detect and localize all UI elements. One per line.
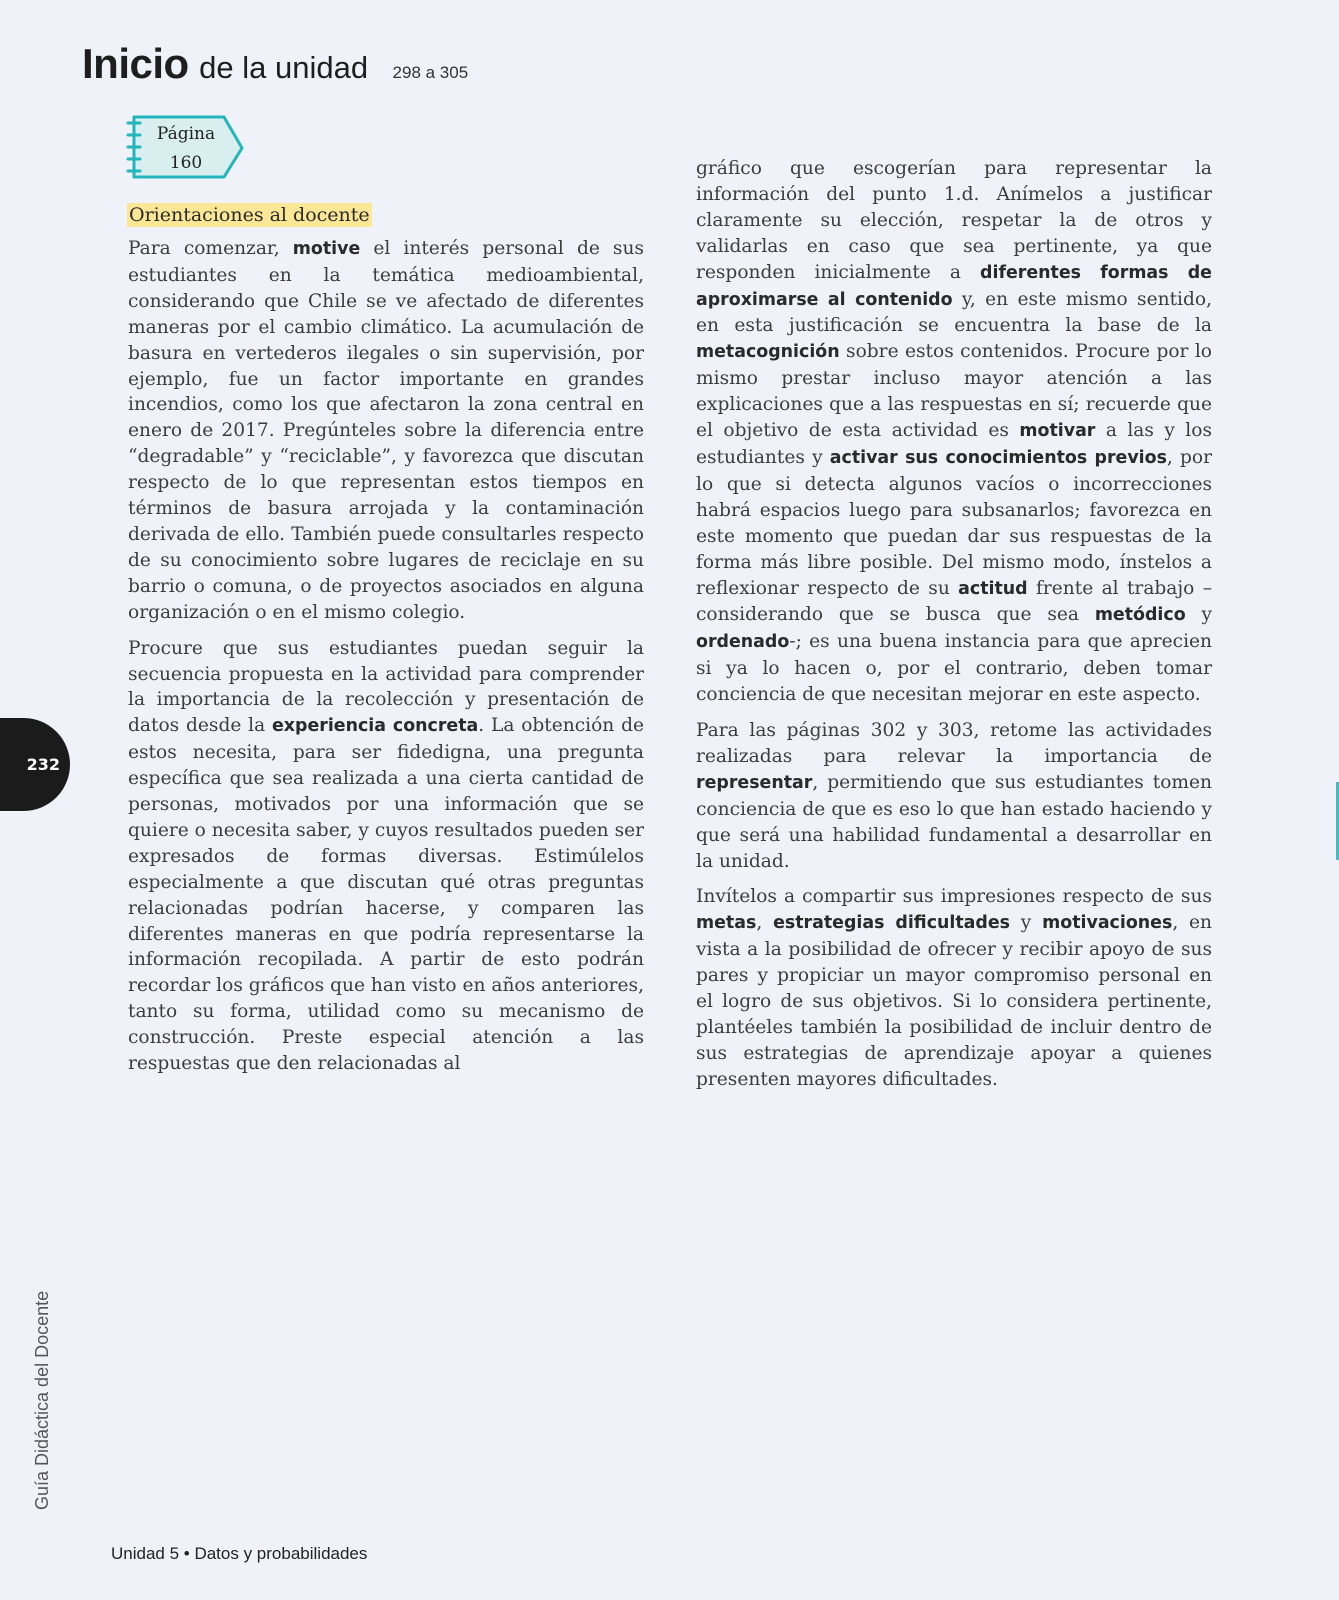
emphasis-term: ordenado (696, 632, 790, 653)
paragraph: gráfico que escogerían para representar la información del punto 1.d. Anímelos a justificar claramente su elección, respetar la de otros y validarlas en caso que sea pertinente, ya que responden inicialmente a diferentes formas de aproximarse al contenido y, en este mismo sentido, en esta justificación se encuentra la base de la metacognición sobre estos contenidos. Procure por lo mismo prestar incluso mayor atención a las explicaciones que a las respuestas en sí; recuerde que el objetivo de esta actividad es motivar a las y los estudiantes y activar sus conocimientos previos, por lo que si detecta algunos vacíos o incorrecciones habrá espacios luego para subsanarlos; favorezca en este momento que puedan dar sus respuestas de la forma más libre posible. Del mismo modo, ínstelos a reflexionar respecto de su actitud frente al trabajo –considerando que se busca que sea metódico y ordenado-; es una buena instancia para que aprecien si ya lo hacen o, por el contrario, deben tomar conciencia de que necesitan mejorar en este aspecto. (696, 158, 1213, 706)
page-number: 232 (26, 755, 60, 774)
section-title: Orientaciones al docente (129, 204, 370, 226)
paragraph: Para comenzar, motive el interés personal de sus estudiantes en la temática medioambiental, considerando que Chile se ve afectado de diferentes maneras por el cambio climático. La acumulación de basura en vertederos ilegales o sin supervisión, por ejemplo, fue un factor importante en grandes incendios, como los que afectaron la zona central en enero de 2017. Pregúnteles sobre la diferencia entre “degradable” y “reciclable”, y favorezca que discutan respecto de lo que representan estos tiempos en términos de basura arrojada y la contaminación derivada de ello. También puede consultarles respecto de su conocimiento sobre lugares de reciclaje en su barrio o comuna, o de proyectos asociados en alguna organización o en el mismo colegio. (128, 238, 644, 623)
header-page-range: 298 a 305 (392, 63, 469, 82)
emphasis-term: actitud (958, 578, 1028, 599)
emphasis-term: metas (696, 913, 757, 934)
emphasis-term: estrategias dificultades (773, 913, 1010, 934)
header-title-big: Inicio (82, 40, 189, 87)
emphasis-term: metódico (1094, 605, 1186, 626)
page-tag-number: 160 (169, 153, 203, 173)
unit-header (82, 40, 468, 88)
left-column (128, 236, 644, 1087)
paragraph: Procure que sus estudiantes puedan seguir la secuencia propuesta en la actividad para comprender la importancia de la recolección y presentación de datos desde la experiencia concreta. La obtención de estos necesita, para ser fidedigna, una pregunta específica que sea realizada a una cierta cantidad de personas, motivados por una información que se quiere o necesita saber, y cuyos resultados pueden ser expresados de formas diversas. Estimúlelos especialmente a que discutan qué otras preguntas relacionadas podrían hacerse, y comparen las diferentes maneras en que podría representarse la información recopilada. A partir de esto podrán recordar los gráficos que han visto en años anteriores, tanto su forma, utilidad como su mecanismo de construcción. Preste especial atención a las respuestas que den relacionadas al (128, 637, 644, 1075)
emphasis-term: experiencia concreta (271, 716, 479, 737)
paragraph: Para las páginas 302 y 303, retome las actividades realizadas para relevar la importancia de representar, permitiendo que sus estudiantes tomen conciencia de que es eso lo que han estado haciendo y que será una habilidad fundamental a desarrollar en la unidad. (696, 720, 1212, 872)
emphasis-term: motive (292, 239, 361, 259)
emphasis-term: metacognición (696, 342, 840, 363)
emphasis-term: motivar (1019, 421, 1096, 442)
right-column (696, 156, 1212, 1103)
footer-unit-label: Unidad 5 • Datos y probabilidades (111, 1544, 368, 1563)
student-page-tag (126, 115, 250, 181)
page-number-tab (0, 718, 70, 811)
page-tag-label: Página (156, 124, 216, 144)
paragraph: Invítelos a compartir sus impresiones respecto de sus metas, estrategias dificultades y motivaciones, en vista a la posibilidad de ofrecer y recibir apoyo de sus pares y propiciar un mayor compromiso personal en el logro de sus objetivos. Si lo considera pertinente, plantéeles también la posibilidad de incluir dentro de sus estrategias de aprendizaje apoyar a quienes presenten mayores dificultades. (696, 886, 1213, 1090)
emphasis-term: motivaciones (1042, 913, 1173, 934)
emphasis-term: activar sus conocimientos previos (829, 447, 1167, 468)
side-label: Guía Didáctica del Docente (32, 1290, 52, 1510)
header-title-rest: de la unidad (199, 50, 369, 85)
emphasis-term: representar (696, 772, 813, 793)
emphasis-term: diferentes formas de aproximarse al contenido (696, 262, 1212, 310)
